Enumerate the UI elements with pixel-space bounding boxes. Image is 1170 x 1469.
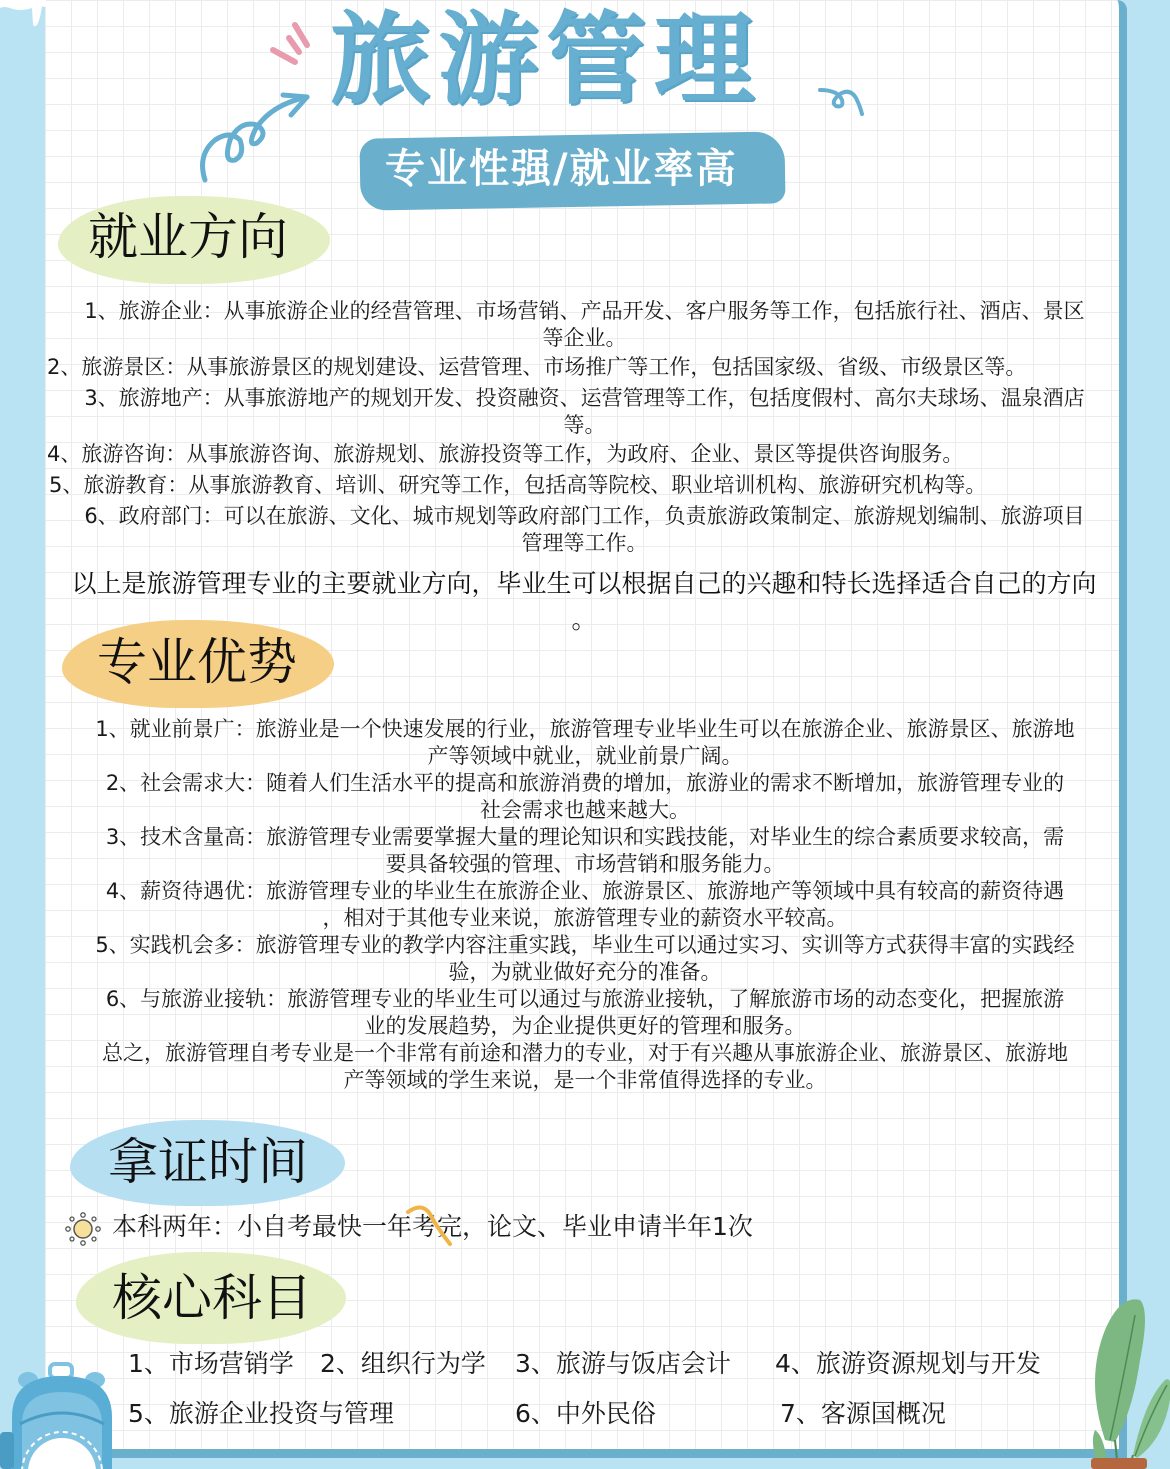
section-title-subjects: 核心科目 — [112, 1269, 312, 1327]
advantage-item-2: 2、社会需求大：随着人们生活水平的提高和旅游消费的增加，旅游业的需求不断增加，旅游管理专业的 社会需求也越来越大。 — [105, 771, 1065, 822]
section-title-certificate: 拿证时间 — [108, 1133, 308, 1191]
subject-item-2: 2、组织行为学 — [320, 1349, 486, 1378]
employment-item-1: 1、旅游企业：从事旅游企业的经营管理、市场营销、产品开发、客户服务等工作，包括旅行社、酒店、景区 等企业。 — [84, 299, 1085, 350]
advantage-item-6: 6、与旅游业接轨：旅游管理专业的毕业生可以通过与旅游业接轨，了解旅游市场的动态变化，把握旅游 业的发展趋势，为企业提供更好的管理和服务。 — [105, 987, 1065, 1038]
pink-sparkle-icon — [265, 20, 335, 80]
employment-summary: 以上是旅游管理专业的主要就业方向，毕业生可以根据自己的兴趣和特长选择适合自己的方向 。 — [71, 569, 1097, 634]
plant-icon — [1085, 1290, 1170, 1469]
subject-item-5: 5、旅游企业投资与管理 — [128, 1399, 394, 1428]
advantages-summary: 总之，旅游管理自考专业是一个非常有前途和潜力的专业，对于有兴趣从事旅游企业、旅游景区、旅游地 产等领域的学生来说，是一个非常值得选择的专业。 — [102, 1041, 1068, 1092]
subtitle-text: 专业性强/就业率高 — [385, 146, 738, 192]
section-title-advantages: 专业优势 — [97, 633, 297, 691]
employment-item-2: 2、旅游景区：从事旅游景区的规划建设、运营管理、市场推广等工作，包括国家级、省级、市级景区等。 — [47, 355, 1027, 379]
employment-item-6: 6、政府部门：可以在旅游、文化、城市规划等政府部门工作，负责旅游政策制定、旅游规划编制、旅游项目 管理等工作。 — [84, 504, 1085, 555]
employment-item-4: 4、旅游咨询：从事旅游咨询、旅游规划、旅游投资等工作，为政府、企业、景区等提供咨询服务。 — [47, 442, 964, 466]
subject-item-6: 6、中外民俗 — [515, 1399, 656, 1428]
advantage-item-1: 1、就业前景广：旅游业是一个快速发展的行业，旅游管理专业毕业生可以在旅游企业、旅游景区、旅游地 产等领域中就业，就业前景广阔。 — [95, 717, 1075, 768]
certificate-text: 本科两年：小自考最快一年考完，论文、毕业申请半年1次 — [112, 1212, 753, 1241]
orange-squiggle-icon — [400, 1200, 460, 1250]
employment-item-3: 3、旅游地产：从事旅游地产的规划开发、投资融资、运营管理等工作，包括度假村、高尔夫球场、温泉酒店 等。 — [84, 386, 1085, 437]
swirl-arrow-icon — [195, 85, 320, 185]
subject-item-1: 1、市场营销学 — [128, 1349, 294, 1378]
employment-list — [47, 298, 1122, 557]
sun-icon — [63, 1211, 103, 1247]
advantages-list — [50, 716, 1120, 1094]
subject-item-4: 4、旅游资源规划与开发 — [775, 1349, 1041, 1378]
advantage-item-3: 3、技术含量高：旅游管理专业需要掌握大量的理论知识和实践技能，对毕业生的综合素质要求较高，需 要具备较强的管理、市场营销和服务能力。 — [105, 825, 1065, 876]
advantage-item-4: 4、薪资待遇优：旅游管理专业的毕业生在旅游企业、旅游景区、旅游地产等领域中具有较高的薪资待遇 ，相对于其他专业来说，旅游管理专业的薪资水平较高。 — [105, 879, 1065, 930]
subject-item-3: 3、旅游与饭店会计 — [515, 1349, 731, 1378]
backpack-icon — [0, 1362, 125, 1469]
drip-decoration-icon — [0, 0, 46, 30]
page-title: 旅游管理 — [330, 1, 762, 118]
employment-item-5: 5、旅游教育：从事旅游教育、培训、研究等工作，包括高等院校、职业培训机构、旅游研究机构等。 — [49, 473, 987, 497]
squiggle-icon — [818, 70, 868, 120]
subject-item-7: 7、客源国概况 — [780, 1399, 946, 1428]
section-title-employment: 就业方向 — [88, 208, 288, 266]
advantage-item-5: 5、实践机会多：旅游管理专业的教学内容注重实践，毕业生可以通过实习、实训等方式获得丰富的实践经 验，为就业做好充分的准备。 — [95, 933, 1075, 984]
